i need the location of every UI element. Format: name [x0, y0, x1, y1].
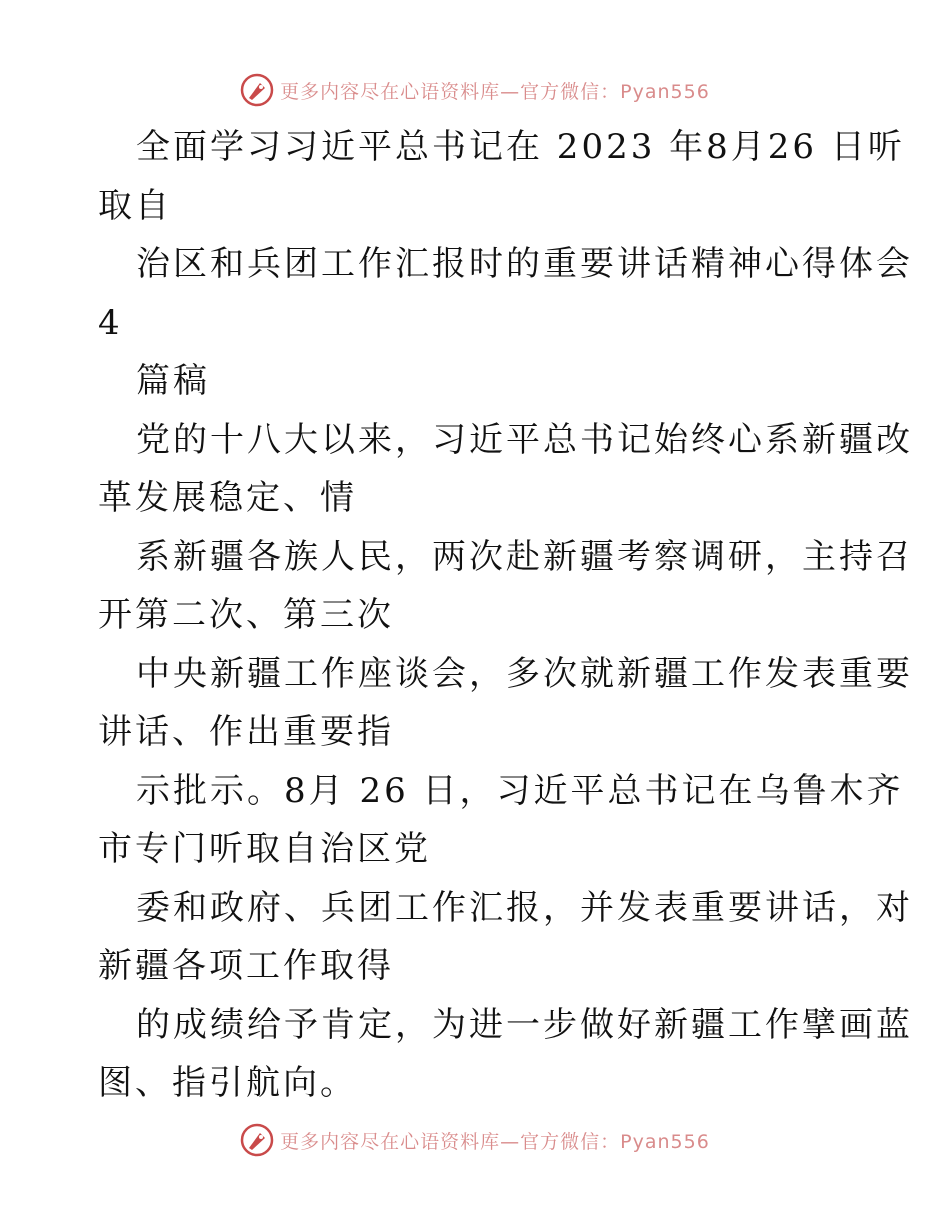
pen-nib-logo-icon: [240, 73, 274, 107]
text-line: 图、指引航向。: [98, 1063, 357, 1103]
text-line: 开第二次、第三次: [98, 595, 394, 635]
text-line: 革发展稳定、情: [98, 478, 357, 518]
watermark-text: 更多内容尽在心语资料库—官方微信：Pyan556: [280, 80, 710, 103]
text-line: 中央新疆工作座谈会，多次就新疆工作发表重要: [136, 653, 913, 694]
pen-nib-logo-icon: [240, 1123, 274, 1157]
text-line: 市专门听取自治区党: [98, 829, 431, 869]
text-line: 委和政府、兵团工作汇报，并发表重要讲话，对: [136, 887, 913, 928]
text-line: 的成绩给予肯定，为进一步做好新疆工作擘画蓝: [136, 1004, 913, 1045]
text-line: 治区和兵团工作汇报时的重要讲话精神心得体会: [136, 244, 913, 284]
watermark-text: 更多内容尽在心语资料库—官方微信：Pyan556: [280, 1130, 710, 1153]
text-line: 4: [98, 302, 123, 343]
text-line: 新疆各项工作取得: [98, 946, 394, 986]
text-line: 党的十八大以来，习近平总书记始终心系新疆改: [136, 419, 913, 460]
text-line: 系新疆各族人民，两次赴新疆考察调研，主持召: [136, 536, 913, 577]
header-watermark: [0, 70, 950, 110]
text-line: 讲话、作出重要指: [98, 712, 394, 752]
text-line: 取自: [98, 185, 172, 226]
footer-watermark: [0, 1120, 950, 1160]
text-line: 全面学习习近平总书记在 2023 年8月26 日听: [136, 127, 905, 167]
text-line: 示批示。8月 26 日，习近平总书记在乌鲁木齐: [136, 770, 904, 811]
document-lines: [98, 118, 913, 1113]
document-body: [98, 118, 913, 1113]
text-line: 篇稿: [136, 361, 210, 401]
